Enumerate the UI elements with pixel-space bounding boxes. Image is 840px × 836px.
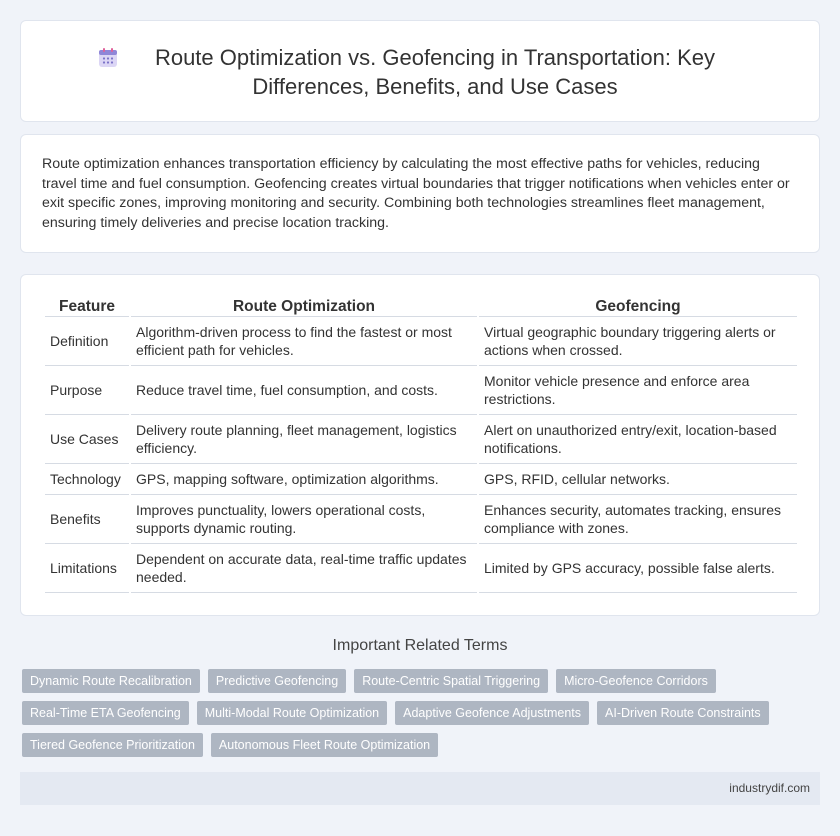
geofencing-cell: Virtual geographic boundary triggering alerts or actions when crossed.: [479, 317, 797, 366]
related-term-tag[interactable]: Dynamic Route Recalibration: [22, 669, 200, 693]
footer-site-link[interactable]: industrydif.com: [729, 781, 810, 795]
related-term-tag[interactable]: Route-Centric Spatial Triggering: [354, 669, 548, 693]
related-term-tag[interactable]: AI-Driven Route Constraints: [597, 701, 769, 725]
table-row: [45, 317, 797, 366]
route-optimization-cell: Improves punctuality, lowers operational costs, supports dynamic routing.: [131, 495, 477, 544]
intro-paragraph: Route optimization enhances transportation efficiency by calculating the most effective paths for vehicles, reducing travel time and fuel consumption. Geofencing creates virtual boundaries that trigger notifications when vehicles enter or exit specific zones, improving monitoring and security. Combining both technologies streamlines fleet management, ensuring timely deliveries and precise location tracking.: [42, 156, 790, 231]
header-feature: Feature: [45, 295, 129, 317]
related-term-tag[interactable]: Multi-Modal Route Optimization: [197, 701, 387, 725]
comparison-card: [20, 274, 820, 616]
route-optimization-cell: Delivery route planning, fleet management, logistics efficiency.: [131, 415, 477, 464]
table-row: [45, 495, 797, 544]
feature-cell: Purpose: [45, 366, 129, 415]
related-term-tag[interactable]: Micro-Geofence Corridors: [556, 669, 716, 693]
feature-cell: Technology: [45, 464, 129, 495]
geofencing-cell: Monitor vehicle presence and enforce area restrictions.: [479, 366, 797, 415]
related-terms-title: Important Related Terms: [332, 637, 508, 654]
related-term-tag[interactable]: Tiered Geofence Prioritization: [22, 733, 203, 757]
intro-card: [20, 134, 820, 253]
route-optimization-cell: Reduce travel time, fuel consumption, and costs.: [131, 366, 477, 415]
feature-cell: Benefits: [45, 495, 129, 544]
footer: [20, 772, 820, 805]
related-term-tag[interactable]: Autonomous Fleet Route Optimization: [211, 733, 438, 757]
table-header-row: [45, 295, 797, 317]
comparison-table: [43, 295, 799, 593]
table-row: [45, 544, 797, 593]
header-route-optimization: Route Optimization: [131, 295, 477, 317]
table-row: [45, 464, 797, 495]
title-card: [20, 20, 820, 122]
table-row: [45, 415, 797, 464]
header-geofencing: Geofencing: [479, 295, 797, 317]
feature-cell: Use Cases: [45, 415, 129, 464]
related-terms-list: [22, 669, 802, 757]
feature-cell: Definition: [45, 317, 129, 366]
page-title: Route Optimization vs. Geofencing in Transportation: Key Differences, Benefits, and Use Cases: [154, 45, 716, 99]
route-optimization-cell: GPS, mapping software, optimization algorithms.: [131, 464, 477, 495]
related-term-tag[interactable]: Adaptive Geofence Adjustments: [395, 701, 589, 725]
geofencing-cell: Alert on unauthorized entry/exit, location-based notifications.: [479, 415, 797, 464]
feature-cell: Limitations: [45, 544, 129, 593]
table-row: [45, 366, 797, 415]
route-optimization-cell: Dependent on accurate data, real-time traffic updates needed.: [131, 544, 477, 593]
route-optimization-cell: Algorithm-driven process to find the fastest or most efficient path for vehicles.: [131, 317, 477, 366]
related-term-tag[interactable]: Real-Time ETA Geofencing: [22, 701, 189, 725]
related-term-tag[interactable]: Predictive Geofencing: [208, 669, 346, 693]
geofencing-cell: GPS, RFID, cellular networks.: [479, 464, 797, 495]
geofencing-cell: Enhances security, automates tracking, ensures compliance with zones.: [479, 495, 797, 544]
geofencing-cell: Limited by GPS accuracy, possible false alerts.: [479, 544, 797, 593]
